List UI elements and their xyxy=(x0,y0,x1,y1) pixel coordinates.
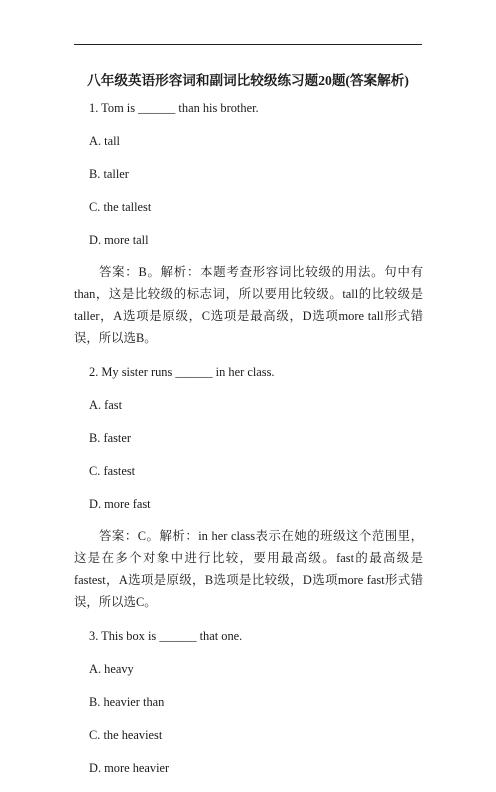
document-title: 八年级英语形容词和副词比较级练习题20题(答案解析) xyxy=(87,73,409,88)
answer-explanation: 答案：B。解析：本题考查形容词比较级的用法。句中有than，这是比较级的标志词，所以要用比较级。tall的比较级是taller，A选项是原级，C选项是最高级，D选项more tall形式错误，所以选B。 xyxy=(74,265,423,345)
option-a: A. heavy xyxy=(89,662,134,676)
option-a: A. tall xyxy=(89,134,120,148)
option-a: A. fast xyxy=(89,398,123,412)
option-d: D. more heavier xyxy=(89,761,170,775)
document-body xyxy=(74,99,423,792)
question-stem: 3. This box is ______ that one. xyxy=(89,629,243,643)
question-stem: 1. Tom is ______ than his brother. xyxy=(89,101,259,115)
option-b: B. taller xyxy=(89,167,129,181)
option-c: C. the heaviest xyxy=(89,728,163,742)
answer-explanation: 答案：C。解析：in her class表示在她的班级这个范围里，这是在多个对象中进行比较，要用最高级。fast的最高级是fastest，A选项是原级，B选项是比较级，D选项more fast形式错误，所以选C。 xyxy=(74,529,423,609)
option-d: D. more fast xyxy=(89,497,151,511)
option-d: D. more tall xyxy=(89,233,149,247)
option-c: C. the tallest xyxy=(89,200,152,214)
header-rule xyxy=(74,44,422,45)
question-stem: 2. My sister runs ______ in her class. xyxy=(89,365,275,379)
option-b: B. heavier than xyxy=(89,695,165,709)
option-c: C. fastest xyxy=(89,464,136,478)
option-b: B. faster xyxy=(89,431,131,445)
